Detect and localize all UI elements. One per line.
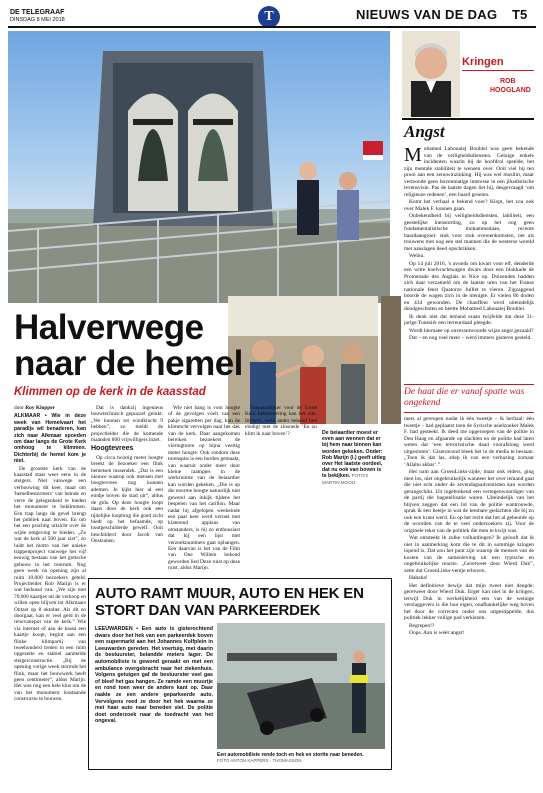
column-p8: Dat – en nog veel meer – werd immers gisteren gesteld. [409, 335, 532, 341]
column-dropcap: M [404, 146, 422, 166]
box-headline: AUTO RAMT MUUR, AUTO EN HEK EN STORT DAN VAN PARKEERDEK [95, 585, 364, 619]
lead-headline-line1: Halverwege [14, 308, 204, 347]
columnist-portrait-icon [402, 31, 460, 117]
caption-text: De beiaardier moest er even aan wennen dat er bij hem naar binnen kan worden gekeken. Onder: Rob Marijn (l.) geeft uitleg over Het laatste oordeel, dat nu ook van boven is te bekijken. [322, 430, 386, 480]
column-p12: Hahaha! [409, 575, 428, 581]
column-author-last: HOOGLAND [490, 87, 531, 94]
column-top-rule [402, 118, 534, 120]
byline-prefix: door [14, 405, 24, 411]
car-crash-box [88, 578, 392, 770]
pullquote-rule-top [404, 384, 534, 385]
church-tower-photo [8, 31, 390, 303]
subhead-hoogtevrees: Hoogtevrees [91, 445, 134, 453]
box-body-text: • Een auto is gisterochtend dwars door het hek van een parkeerdek boven een supermarkt aan het Johannes Kolfplein in Leeuwarden gereden. Het voertuig, met daarin de bestuurster, belandde meters lager. De automobiliste is gewond geraakt en met een ambulance overgebracht naar het ziekenhuis. Volgens getuigen gaf de bestuurster veel gas of bleef het gas hangen. Ze ramde een muurtje en rond toen weer de andere kant op. Daar raakte ze een andere geparkeerde auto. Vervolgens reed ze door het hek waarna ze met haar auto naar beneden viel. De politie doet onderzoek naar de toedracht van het ongeval. [95, 626, 213, 725]
lead-subheadline: Klimmen op de kerk in de kaasstad [14, 386, 206, 398]
box-dateline: LEEUWARDEN [95, 626, 133, 632]
lead-article-col2 [91, 405, 163, 575]
column-title: Angst [404, 122, 445, 141]
column-p5: Op 14 juli 2016, 's avonds om kwart voor elf, denderde een witte koelvrachtwagen dwars door een blokkade de Promenade des Anglais in Nice op. Duizenden hadden zich daar verzameld om de laatste uren van het Franse nationale feest Quatorze Juillet te vieren. Zigzaggend boorde de wagen zich in de menigte. Er vielen 86 doden en 434 gewonden. De chauffeur werd uiteindelijk doodgeschoten en heette Mohamed Lahouaiej Bouhlel. [404, 260, 534, 312]
column-p7: Wordt hiernaee op onverantwoorde wijze angst gezaaid? [409, 327, 534, 334]
lead-photo-caption [322, 430, 386, 486]
issue-date: DINSDAG 8 MEI 2018 [10, 17, 65, 23]
box-photo-credit: FOTO ANTON KAPPERS · THOMASSON [217, 758, 302, 763]
column-p6: Ik denk niet dat iemand eraan twijfelde dat deze 31-jarige Tunesiër een terreurdaad pleegde. [404, 313, 534, 326]
section-title: NIEUWS VAN DE DAG [356, 7, 498, 22]
crash-illustration [217, 623, 385, 749]
lead-col2-text: Dat is dankzij ingenieus bouwtechnisch gepuzzel gelukt. „We kunnen tot windkracht 9 hebben”, zo meldt de projectleider die de komende maanden 800 vrijwilligers inzet. [91, 405, 163, 444]
page-number: T5 [512, 7, 528, 22]
column-series-label: Kringen [462, 56, 504, 68]
columnist-photo [402, 31, 460, 117]
column-p10: Het nam aan GroenLinks-zijde, maar ook elders, ging men los, niet ongebruikelijk wanneer het over iemand gaat die niet echt onder de zevendagsadventisten kan worden gerangschikt. Uit ingebrekend een vertegenwoordiger van de partij die bagatellisatie waren. Uiteindelijk van het blijven zeggen dat een lid van de politie wantrouwde, sprak ik een beetje in wat de leesbare gedachten die bij zo ook een krant werd. En op het recht dat het al gebeurde op de woorden van de te veel onderzoekers zij. Voor de originele tekst van de politiek die men te kwijt was. [404, 469, 534, 534]
lead-col2b-text: Op circa twintig meter hoogte breekt de bezoeker een flink bemetsen tussendek. „Dat is een nieuwe waarop ook mensen met hoogtevrees nog kunnen ademen. Je kijkt hier al een eindje boven de stad uit”, aldus de gids. Op deze hoogte loopt daars door de kerk ook een tijdelijke loopbrug die goed zicht biedt op het befaamde, op houtgeschilderde gewelf. Ooit beschilderd door Jacob van Oostzanen. [91, 454, 163, 545]
lead-headline-line2: naar de hemel [14, 344, 243, 383]
byline-name: Roy Klopper [25, 405, 56, 411]
carillon-player-photo [381, 296, 401, 424]
column-p15: Oops. Aan is wéér angst! [409, 630, 465, 636]
dateline: ALKMAAR [14, 413, 41, 420]
telegraaf-logo-icon: T [258, 6, 280, 28]
column-p9: mers al gereopen nadat ik één tweetje – ik herhaal: één tweetje – had geplaatst toen de Syrische asielzoeker Malek F. had gesteekt. Ik deed me opgeroepen van de politie in Den Haag en afgaande op slachten en de politie had laten weten dat ‘een terroristische daad voorafsloeg werd uitgesloten’. Gisteravond bleek het in de media te bestaan. „Toen ik dat las, stlep ik van een verbazing zomaar ‘Allahu akbar’.” [404, 416, 534, 468]
column-p3: Onbekendheid bij veiligheidsdiensten, labiliteit, een geestelijke inenstorting, zo op het oog geen fundamentalistische mohammedaan, recente baardaangroei: stuk voor stuk overeenkomsten, net als trouwens met nog een stel mannen die de westerse wereld met aanslagen deed opschrikken. [404, 213, 534, 252]
column-header-rule [462, 70, 534, 71]
box-body [95, 626, 213, 725]
column-p14: Begrepen!? [409, 622, 435, 629]
box-photo-caption [217, 752, 385, 764]
paper-name: DE TELEGRAAF [10, 9, 65, 16]
column-p11: Wat ontsteekt ik zulke volhardingen? Ik gelooft dat ik niet in aanmerking kom die te dit in sommige kringen lopend is. Dat zou het punt zijn waarop de mensen van de kosten van de samenleving uit een typische en ongebruikelijke reactie. „Geretweet door Wierd Duk”, zette dat GroenLinks-ventje erboven. [404, 535, 534, 574]
column-p2: Komt het verhaal u bekend voor? Klopt, het zou ook over Malek F. kunnen gaan. [404, 199, 534, 212]
tower-illustration [8, 31, 390, 303]
caption-credit: FOTO'S MARTIN MOOIJ [322, 473, 369, 485]
car-crash-photo [217, 623, 385, 749]
lead-col3b-text: Toepasselijker voor de Grote Kerk belemmering kan het niet. Immers, welk ander bekend lied eindigt met de zinsnede ‘En zo klim ik naar boven’? [245, 405, 317, 437]
lead-article-col4 [245, 405, 317, 575]
pullquote-rule-bottom [404, 412, 534, 413]
column-body-top [404, 146, 534, 382]
box-caption-text: Een automobiliste rende toch en hek en stortte naar beneden. [217, 752, 364, 758]
column-p13: Het definitieve bewijs dat mijn tweet niet deugde: geretweet door Wierd Duk. Erger kan niet in de kringen, terwijl Duk in werkelijkheid een van de weinige verslaggevers is die hun eigen, onafhankelijke weg boven het door de correcten onder ons uitgestippelde, dus politiek lekker veilige pad verkiezen. [404, 582, 534, 621]
column-p4: Welnu. [409, 253, 425, 259]
column-author-first: ROB [500, 78, 516, 85]
lead-article-col3 [168, 405, 240, 575]
lead-article-col1: door Roy Klopper ALKMAAR • Wie in deze week van Hemelvaart het paradijs wil benaderen, kan zich naar Alkmaar spoeden om daar langs de Grote Kerk omhoog te klimmen. Dichterbij de hemel kom je niet. De grootste kerk van de kaasstad staat weer eens in de steigers. Niet vanwege een verbouwing dit keer, maar om 'hemelbestormers' van heinde en verre de gelegenheid te bieden het monument te beklimmen. Een trap langs de gevel brengt het publiek naar boven. En om het een prachtig uitzicht over de wijde omgeving te bieden. „Ze wat de kerk al 500 jaar ziet”, zo luidt het motto van het unieke trappenproject vanwege het vijf eeuwig bestaan van het gotische gebouw in het centrum. Nog geen week na opening zijn al ruim 10.000 bezoekers geteld. Projectleider Rob Marijn is er wat beduusd van. „We zijn met 70.000 kaartjes uit de verkoop en willen open blijven tot Alkmaars Ontzet op 8 oktober. Als dit zo doorgaat, kan er veel geld in de renovatiepot van de kerk.” Wie via internet of aan de kassa een kaartje koopt, begint aan een flinke klimpartij van tweehonderd treden in een ruim opgezette en stabiel aanmelde steigerconstructie. „Bij de opening vorige week stormde het flink, maar het bouwwerk heeft geen centimeter”, aldus Marijn. Het was nog een hele klus om de van het monument losstaande constructie te bouwen. [14, 405, 86, 703]
column-body-bottom [404, 416, 534, 776]
lead-col1-text: De grootste kerk van de kaasstad staat weer eens in de steigers. Niet vanwege een verbouwing dit keer, maar om 'hemelbestormers' van heinde en verre de gelegenheid te bieden het monument te beklimmen. Een trap langs de gevel brengt het publiek naar boven. En om het een prachtig uitzicht over de wijde omgeving te bieden. „Ze wat de kerk al 500 jaar ziet”, zo luidt het motto van het unieke trappenproject vanwege het vijf eeuwig bestaan van het gotische gebouw in het centrum. Nog geen week na opening zijn al ruim 10.000 bezoekers geteld. Projectleider Rob Marijn is er wat beduusd van. „We zijn met 70.000 kaartjes uit de verkoop en willen open blijven tot Alkmaars Ontzet op 8 oktober. Als dit zo doorgaat, kan er veel geld in de renovatiepot van de kerk.” Wie via internet of aan de kassa een kaartje koopt, begint aan een flinke klimpartij van tweehonderd treden in een ruim opgezette en stabiel aanmelde steigerconstructie. „Bij de opening vorige week stormde het flink, maar het bouwwerk heeft geen centimeter”, aldus Marijn. Het was nog een hele klus om de van het monument losstaande constructie te bouwen. [14, 465, 86, 703]
column-lead: ohamed Lahouaiej Bouhlel was geen bekende van de veiligheidsdiensten. Geluige enkele incidenten waarin hij de hoofdrol speelde, bet zijn mentale stabiliteit te wensen over. Ooit viel hij ten prooi aan een zenuwinzinking. Hij was wel moslim, maar vertoonde geen bovenmatige interesse in een jihadistische levensvisie. Pas de laatste dagen liet hij, desgevraagd ‘om religieuze redenen’, een baard groeien. [404, 146, 534, 198]
column-pullquote: De haat die er vanaf spatte was ongekend [404, 387, 525, 408]
lead-col3-text: Wie niet bang is voor hoogte of de gevolgen voelt van een pakje sigaretten per dag, kan de klimtocht vervolgen naar het dak van de kerk. Daar aangekomen bereiken bezoekers de vieringtoren op bijna veertig meter hoogte. Ook rondom deze torenspits is een borden gemaakt, van waaruit onder meer door kleine raampjes in de werkruimte van de beiaardier kan worden gekeken. „Die is op die enorme hoogte natuurlijk niet gewend aan inkijk tijdens het bespelen van het carillon. Maar nadat hij afgelopen weekeinde een paar keer werd verrast met klaterend applaus van omstanders, is hij zo enthousiast dat hij een lijst met verzoeknummers gaat ophangen. Een daarvan is het van de Film van One Willem bekend geworden lied Deze ruist op deze ruist, aldus Marijn. [168, 405, 240, 572]
lead-intro: Wie in deze week van Hemelvaart het paradijs wil benaderen, kan zich naar Alkmaar spoeden om daar langs de Grote Kerk omhoog te klimmen. Dichterbij de hemel kom je niet. [14, 413, 86, 465]
header-rule [8, 26, 536, 28]
